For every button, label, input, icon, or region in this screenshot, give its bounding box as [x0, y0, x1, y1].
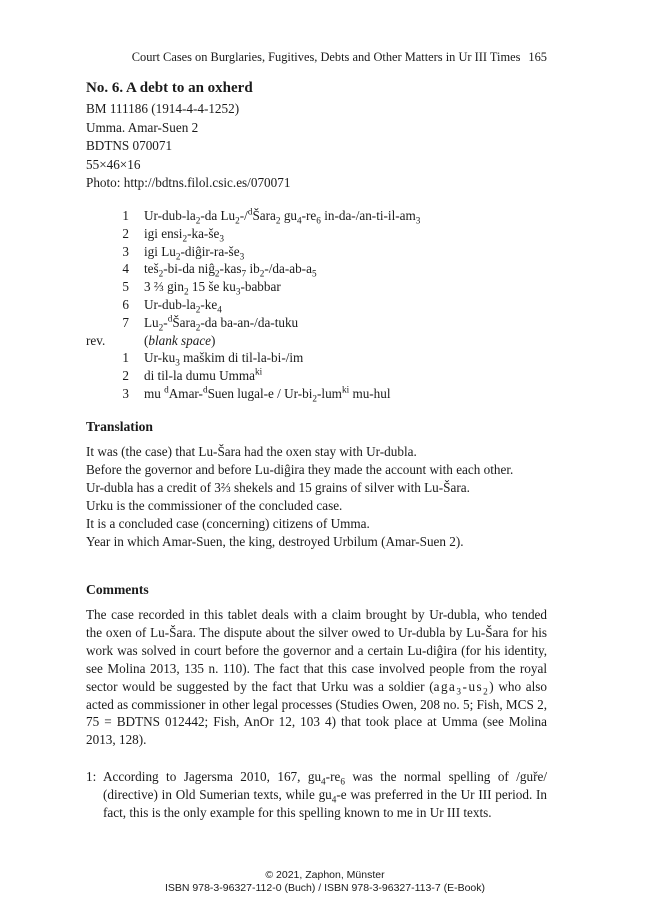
text-line — [86, 225, 556, 243]
line-text: (blank space) — [144, 332, 216, 348]
photo-link: Photo: http://bdtns.filol.csic.es/070071 — [86, 175, 291, 191]
line-text: $Ur-ku_3$ maškim di til-la-bi-/im — [144, 350, 304, 369]
museum-number: BM 111186 (1914-4-4-1252) — [86, 101, 240, 116]
translation-line: It was (the case) that Lu-Šara had the oxen stay with Ur-dubla. — [86, 444, 417, 459]
line-number: 3 — [122, 243, 129, 259]
text-line — [86, 243, 556, 261]
translation-line: It is a concluded case (concerning) citizens of Umma. — [86, 515, 370, 531]
running-head — [86, 50, 547, 65]
text-line — [86, 332, 556, 350]
text-line — [86, 296, 556, 314]
comments-heading: Comments — [86, 582, 149, 597]
entry-metadata — [86, 100, 290, 193]
text-line — [86, 385, 556, 403]
line-text: igi $ensi_2-ka-še_3$ — [144, 225, 224, 244]
comment-text-after: ) who also acted as commissioner in other legal processes (Studies Owen, 208 no. 5; Fish, MCS 2, 75 = BDTNS 012442; Fish, AnOr 12, 103 4) that took place at Umma (see Molina 2013, 128). — [86, 678, 547, 748]
translation-line: Urku is the commissioner of the concluded case. — [86, 497, 343, 513]
line-number: 6 — [122, 296, 129, 312]
comment-text-before: The case recorded in this tablet deals with a claim brought by Ur-dubla, who tended the oxen of Lu-Šara. The dispute about the silver owed to Ur-dubla by Lu-Šara for his work was solved in court before the governor and a certain Lu-diĝira (for his identity, see Molina 2013, 135 n. 110). The fact that this case involved people from the royal sector would be suggested by the fact that Urku was a soldier ( — [86, 607, 547, 694]
translation-line: Year in which Amar-Suen, the king, destroyed Urbilum (Amar-Suen 2). — [86, 533, 464, 549]
line-number: 2 — [122, 225, 129, 241]
line-text: $Ur-dub-la_2-ke_4$ — [144, 296, 222, 315]
tablet-side-label: rev. — [86, 332, 106, 348]
copyright: © 2021, Zaphon, Münster — [265, 869, 385, 881]
line-text: $Lu_2-^dŠara_2-da$ ba-an-/da-tuku — [144, 313, 299, 333]
footnote-label: 1: — [86, 769, 103, 784]
translation-line: Ur-dubla has a credit of 3⅔ shekels and 15 grains of silver with Lu-Šara. — [86, 479, 470, 495]
page-number: 165 — [528, 50, 547, 64]
translation-line: Before the governor and before Lu-diĝira they made the account with each other. — [86, 461, 514, 477]
entry-title: No. 6. A debt to an oxherd — [86, 80, 253, 96]
line-text: 3 ⅔ gin$_2$ 15 še $ku_3$-babbar — [144, 279, 281, 297]
text-line — [86, 278, 556, 296]
translation — [86, 443, 547, 550]
running-head-title: Court Cases on Burglaries, Fugitives, Debts and Other Matters in Ur III Times — [131, 50, 521, 64]
dimensions: 55×46×16 — [86, 156, 141, 172]
line-number: 3 — [122, 385, 129, 401]
line-text: $Ur-dub-la_2-da$ $Lu_2-/^dŠara_2$ $gu_4-re_6$ $in-da-/an-ti-il-am_3$ — [144, 206, 421, 226]
bdtns-number: BDTNS 070071 — [86, 138, 173, 154]
page-footer — [0, 869, 650, 895]
text-line — [86, 349, 556, 367]
text-line — [86, 314, 556, 332]
translation-heading: Translation — [86, 419, 153, 434]
line-text: mu $^d$Amar-$^d$Suen lugal-e / $Ur-bi_2-lum^{ki}$ mu-hul — [144, 384, 391, 404]
line-number: 4 — [122, 261, 129, 277]
text-line — [86, 260, 556, 278]
line-text: igi $Lu_2-diĝir-ra-še_3$ — [144, 243, 245, 262]
footnote: 1: According to Jagersma 2010, 167, $gu_4-re_6$ was the normal spelling of /guře/ (directive) in Old Sumerian texts, while $gu_4-e$ was preferred in the Ur III period. In fact, this is the only example for this spelling known to me in Ur III texts. — [86, 769, 547, 820]
text-line — [86, 367, 556, 385]
text-line — [86, 207, 556, 225]
line-text: di til-la dumu Umma$^{ki}$ — [144, 366, 263, 384]
provenance-date: Umma. Amar-Suen 2 — [86, 119, 199, 135]
line-number: 1 — [122, 208, 129, 223]
line-number: 5 — [122, 279, 129, 295]
line-text: teš$_2$-bi-da niĝ$_2$-kas$_7$ $ib_2-/da-ab-a_5$ — [144, 261, 317, 280]
line-number: 1 — [122, 350, 129, 366]
line-number: 2 — [122, 368, 129, 384]
transliteration — [86, 207, 556, 403]
aga-term: $aga_3-us_2$ — [433, 678, 490, 697]
isbn: ISBN 978-3-96327-112-0 (Buch) / ISBN 978-3-96327-113-7 (E-Book) — [164, 882, 486, 894]
line-number: 7 — [122, 314, 129, 330]
comment-paragraph — [86, 606, 547, 749]
